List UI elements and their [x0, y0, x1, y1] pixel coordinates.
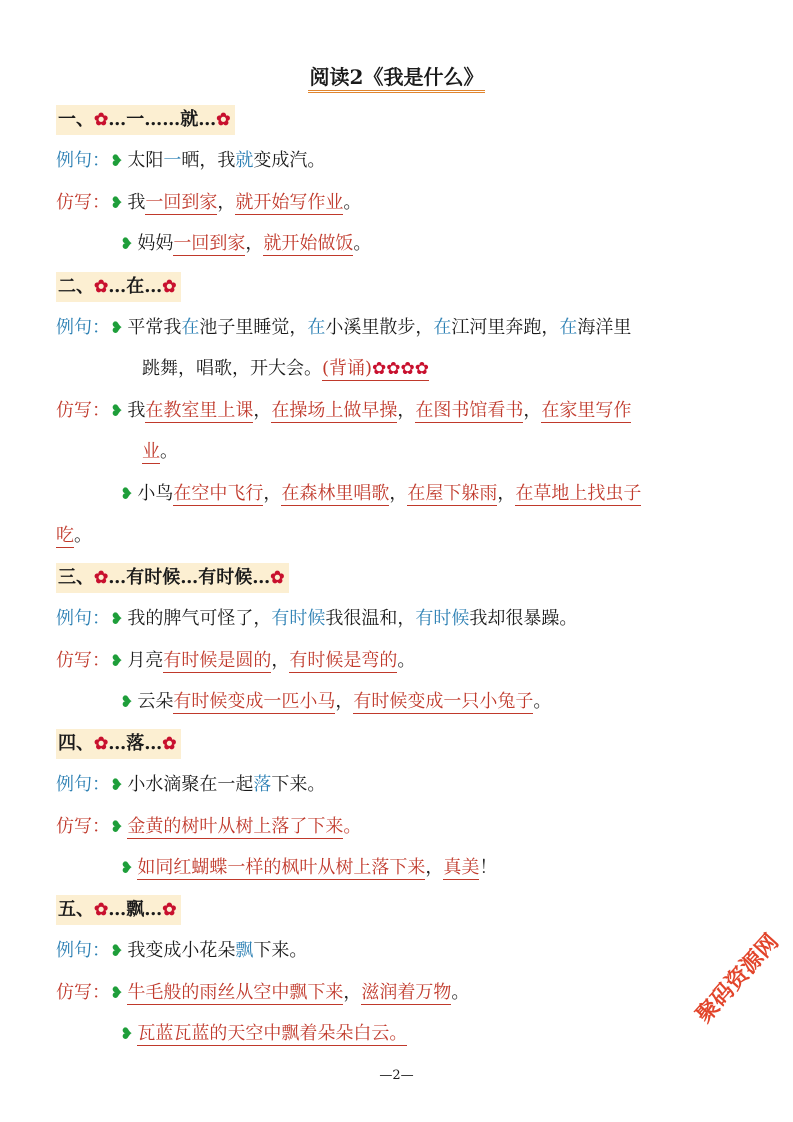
flower-icon: ✿: [94, 734, 109, 754]
recite-note: (背诵)✿✿✿✿: [322, 358, 430, 379]
leaf-bullet-icon: ❥: [120, 1024, 134, 1043]
leaf-bullet-icon: ❥: [120, 484, 134, 503]
leaf-bullet-icon: ❥: [110, 401, 124, 420]
section-5-header: 五、✿…飘…✿: [56, 895, 181, 925]
leaf-bullet-icon: ❥: [110, 318, 124, 337]
example-label: 例句：: [56, 608, 110, 629]
imitation-sentence-5a: 仿写：❥ 牛毛般的雨丝从空中飘下来，滋润着万物。: [56, 979, 469, 1007]
imitation-sentence-2b: ❥ 小鸟在空中飞行，在森林里唱歌，在屋下躲雨，在草地上找虫子: [120, 480, 641, 508]
example-sentence-4: 例句：❥ 小水滴聚在一起落下来。: [56, 771, 325, 799]
page-number: —2—: [379, 1068, 414, 1083]
leaf-bullet-icon: ❥: [110, 193, 124, 212]
example-sentence-2b: 跳舞，唱歌，开大会。(背诵)✿✿✿✿: [142, 358, 430, 379]
example-label: 例句：: [56, 940, 110, 961]
flower-icon: ✿: [94, 568, 109, 588]
imitation-sentence-1b: ❥ 妈妈一回到家，就开始做饭。: [120, 230, 371, 258]
flower-icon: ✿: [94, 110, 109, 130]
leaf-bullet-icon: ❥: [110, 817, 124, 836]
leaf-bullet-icon: ❥: [110, 775, 124, 794]
page-title: 阅读2《我是什么》: [0, 62, 793, 92]
flower-stars-icon: ✿✿✿✿: [372, 359, 430, 379]
leaf-bullet-icon: ❥: [110, 983, 124, 1002]
imitation-label: 仿写：: [56, 816, 110, 837]
example-sentence-1: 例句：❥ 太阳一晒，我就变成汽。: [56, 147, 325, 175]
section-3-header: 三、✿…有时候…有时候…✿: [56, 563, 289, 593]
leaf-bullet-icon: ❥: [110, 609, 124, 628]
imitation-sentence-4b: ❥ 如同红蝴蝶一样的枫叶从树上落下来，真美！: [120, 854, 497, 882]
section-1-header: 一、✿…一……就…✿: [56, 105, 235, 135]
example-sentence-3: 例句：❥ 我的脾气可怪了，有时候我很温和，有时候我却很暴躁。: [56, 605, 577, 633]
example-label: 例句：: [56, 317, 110, 338]
imitation-label: 仿写：: [56, 400, 110, 421]
imitation-sentence-3b: ❥ 云朵有时候变成一匹小马，有时候变成一只小兔子。: [120, 688, 551, 716]
imitation-label: 仿写：: [56, 982, 110, 1003]
flower-icon: ✿: [162, 734, 177, 754]
leaf-bullet-icon: ❥: [120, 692, 134, 711]
leaf-bullet-icon: ❥: [120, 234, 134, 253]
imitation-sentence-2a-cont: 业。: [142, 441, 178, 462]
imitation-sentence-2a: 仿写：❥ 我在教室里上课，在操场上做早操，在图书馆看书，在家里写作: [56, 397, 631, 425]
leaf-bullet-icon: ❥: [120, 858, 134, 877]
example-sentence-5: 例句：❥ 我变成小花朵飘下来。: [56, 937, 307, 965]
leaf-bullet-icon: ❥: [110, 941, 124, 960]
flower-icon: ✿: [216, 110, 231, 130]
flower-icon: ✿: [94, 277, 109, 297]
section-4-header: 四、✿…落…✿: [56, 729, 181, 759]
section-2-header: 二、✿…在…✿: [56, 272, 181, 302]
example-label: 例句：: [56, 150, 110, 171]
flower-icon: ✿: [270, 568, 285, 588]
imitation-sentence-5b: ❥ 瓦蓝瓦蓝的天空中飘着朵朵白云。: [120, 1020, 407, 1048]
leaf-bullet-icon: ❥: [110, 151, 124, 170]
imitation-sentence-3a: 仿写：❥ 月亮有时候是圆的，有时候是弯的。: [56, 647, 415, 675]
flower-icon: ✿: [162, 900, 177, 920]
flower-icon: ✿: [94, 900, 109, 920]
flower-icon: ✿: [162, 277, 177, 297]
imitation-label: 仿写：: [56, 650, 110, 671]
watermark: 聚码资源网: [691, 929, 784, 1029]
example-label: 例句：: [56, 774, 110, 795]
imitation-sentence-1a: 仿写：❥ 我一回到家，就开始写作业。: [56, 189, 361, 217]
example-sentence-2a: 例句：❥ 平常我在池子里睡觉，在小溪里散步，在江河里奔跑，在海洋里: [56, 314, 631, 342]
leaf-bullet-icon: ❥: [110, 651, 124, 670]
imitation-sentence-2b-cont: 吃。: [56, 525, 92, 546]
imitation-sentence-4a: 仿写：❥ 金黄的树叶从树上落了下来。: [56, 813, 361, 841]
imitation-label: 仿写：: [56, 192, 110, 213]
